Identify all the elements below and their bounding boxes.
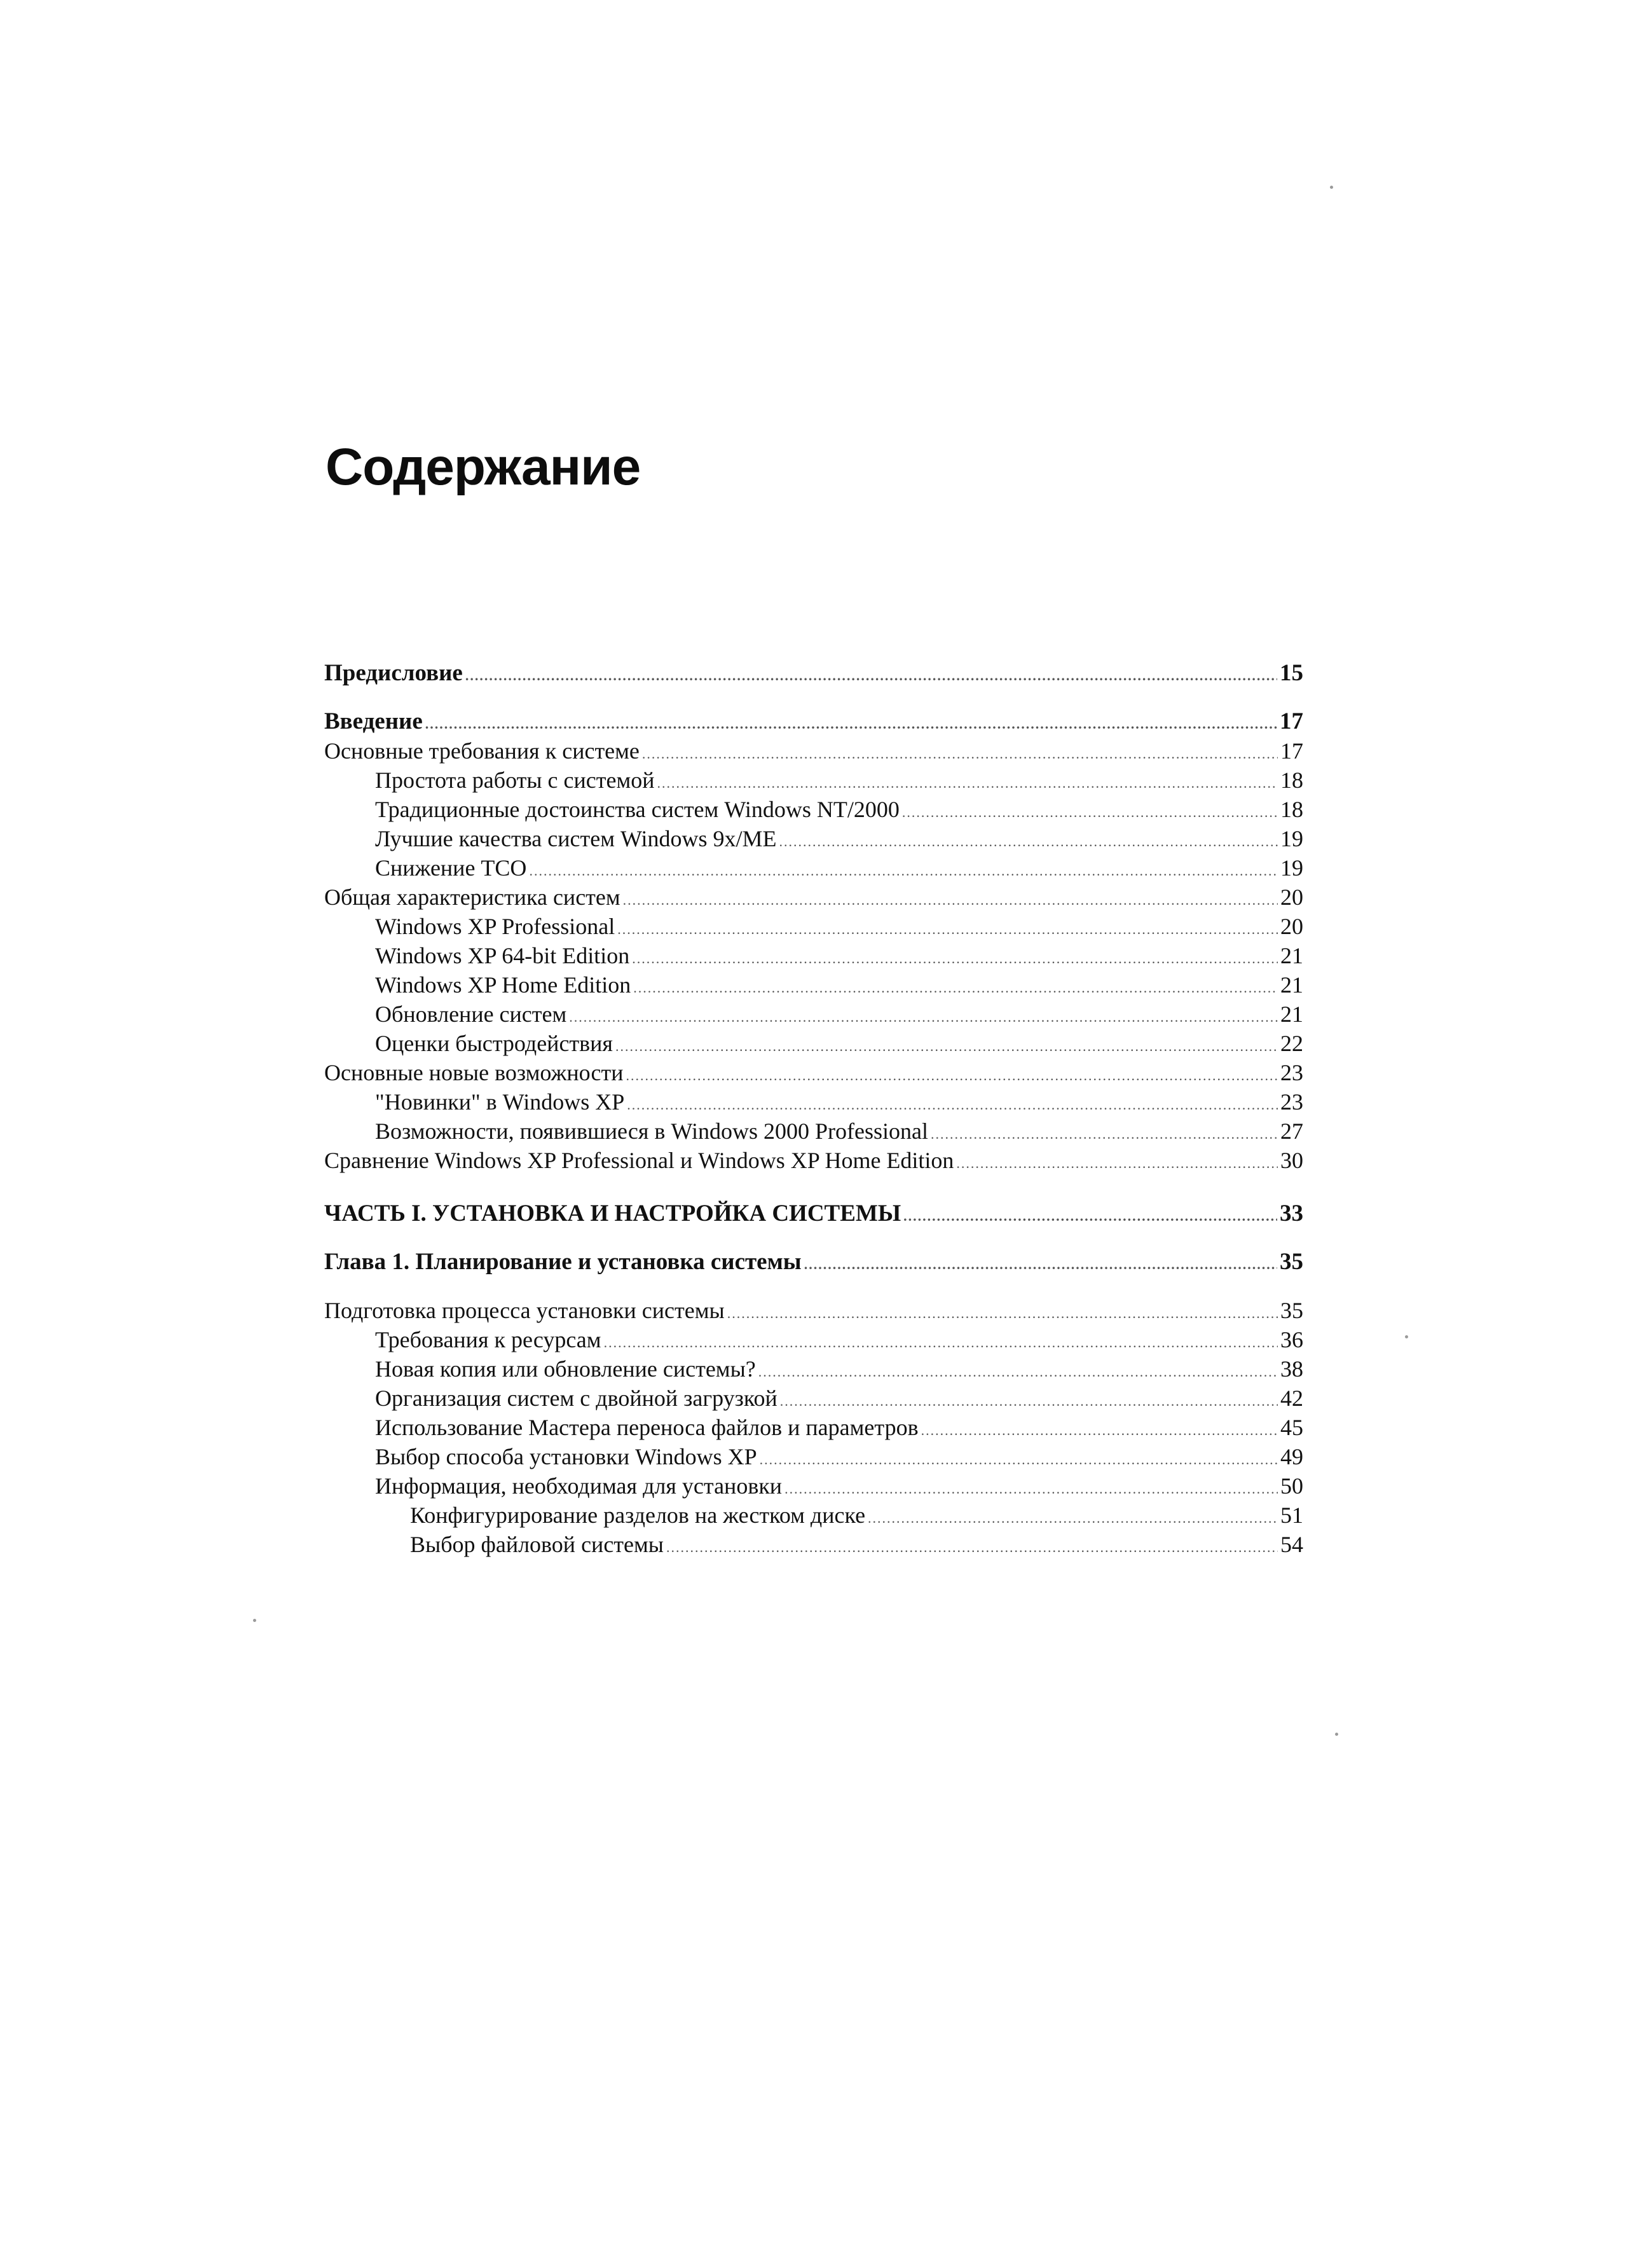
- toc-entry-page: 35: [1280, 1298, 1303, 1323]
- toc-entry-page: 15: [1280, 660, 1303, 686]
- leader-dots: [642, 739, 1278, 769]
- leader-dots: [666, 1533, 1278, 1562]
- leader-dots: [956, 1149, 1278, 1178]
- toc-entry-page: 42: [1280, 1385, 1303, 1411]
- leader-dots: [632, 944, 1278, 973]
- toc-entry-page: 18: [1280, 797, 1303, 822]
- toc-entry-label: Windows XP Home Edition: [375, 972, 631, 998]
- toc-entry[interactable]: [324, 1000, 1303, 1029]
- toc-entry-label: Глава 1. Планирование и установка системы: [324, 1249, 802, 1275]
- leader-dots: [780, 1387, 1278, 1416]
- toc-entry-page: 33: [1280, 1200, 1303, 1227]
- toc-entry-label: Сравнение Windows XP Professional и Windows XP Home Edition: [324, 1148, 954, 1173]
- toc-entry[interactable]: [324, 1413, 1303, 1442]
- toc-entry-page: 38: [1280, 1356, 1303, 1382]
- toc-entry[interactable]: [324, 970, 1303, 1000]
- toc-entry[interactable]: [324, 1117, 1303, 1146]
- leader-dots: [425, 710, 1277, 739]
- scan-speck: [1330, 186, 1333, 189]
- toc-entry[interactable]: [324, 1029, 1303, 1058]
- leader-dots: [903, 1202, 1277, 1231]
- toc-entry-page: 21: [1280, 943, 1303, 968]
- toc-entry[interactable]: [324, 1471, 1303, 1501]
- toc-entry[interactable]: [324, 736, 1303, 766]
- toc-entry-label: Простота работы с системой: [375, 767, 655, 793]
- leader-dots: [627, 1090, 1278, 1120]
- toc-entry-label: Введение: [324, 708, 423, 734]
- toc-entry[interactable]: [324, 1146, 1303, 1175]
- toc-entry-label: Конфигурирование разделов на жестком диске: [410, 1502, 866, 1528]
- toc-entry-label: Обновление систем: [375, 1001, 567, 1027]
- toc-entry-page: 35: [1280, 1249, 1303, 1275]
- toc-entry-label: "Новинки" в Windows XP: [375, 1089, 625, 1115]
- leader-dots: [902, 798, 1278, 827]
- toc-entry-label: Возможности, появившиеся в Windows 2000 Professional: [375, 1118, 928, 1144]
- toc-entry-label: Выбор способа установки Windows XP: [375, 1444, 757, 1469]
- leader-dots: [931, 1120, 1278, 1149]
- toc-entry[interactable]: [324, 1058, 1303, 1087]
- toc-entry-page: 45: [1280, 1415, 1303, 1440]
- leader-dots: [617, 915, 1278, 944]
- leader-dots: [921, 1416, 1278, 1445]
- toc-entry-page: 20: [1280, 884, 1303, 910]
- table-of-contents: [324, 659, 1303, 1559]
- toc-entry-page: 49: [1280, 1444, 1303, 1469]
- leader-dots: [758, 1357, 1278, 1387]
- page-title: Содержание: [325, 438, 641, 496]
- toc-entry[interactable]: [324, 853, 1303, 883]
- leader-dots: [784, 1474, 1278, 1504]
- toc-entry-page: 22: [1280, 1031, 1303, 1056]
- toc-entry-label: Основные новые возможности: [324, 1060, 624, 1085]
- toc-entry[interactable]: [324, 1501, 1303, 1530]
- leader-dots: [465, 661, 1277, 691]
- toc-entry-page: 17: [1280, 738, 1303, 764]
- toc-entry-page: 23: [1280, 1060, 1303, 1085]
- toc-entry-page: 51: [1280, 1502, 1303, 1528]
- toc-entry-label: Новая копия или обновление системы?: [375, 1356, 756, 1382]
- leader-dots: [868, 1504, 1278, 1533]
- toc-entry[interactable]: [324, 766, 1303, 795]
- toc-entry-preface[interactable]: [324, 659, 1303, 688]
- toc-entry-page: 36: [1280, 1327, 1303, 1352]
- toc-entry[interactable]: [324, 1325, 1303, 1354]
- leader-dots: [727, 1299, 1278, 1328]
- toc-entry-label: Предисловие: [324, 660, 463, 686]
- toc-entry-page: 54: [1280, 1532, 1303, 1557]
- toc-entry-page: 21: [1280, 1001, 1303, 1027]
- toc-entry[interactable]: [324, 1296, 1303, 1325]
- toc-entry-label: Общая характеристика систем: [324, 884, 620, 910]
- toc-entry-label: Основные требования к системе: [324, 738, 640, 764]
- toc-entry-chapter-1[interactable]: [324, 1247, 1303, 1277]
- toc-entry-label: Снижение TCO: [375, 855, 527, 881]
- leader-dots: [623, 886, 1278, 915]
- toc-entry[interactable]: [324, 824, 1303, 853]
- leader-dots: [569, 1003, 1278, 1032]
- scan-speck: [1405, 1335, 1408, 1338]
- toc-entry-page: 19: [1280, 826, 1303, 851]
- toc-entry-label: Информация, необходимая для установки: [375, 1473, 783, 1499]
- toc-entry-label: Использование Мастера переноса файлов и параметров: [375, 1415, 919, 1440]
- toc-entry[interactable]: [324, 1354, 1303, 1384]
- toc-entry-page: 17: [1280, 708, 1303, 734]
- leader-dots: [604, 1328, 1278, 1357]
- toc-entry-page: 18: [1280, 767, 1303, 793]
- toc-entry[interactable]: [324, 883, 1303, 912]
- leader-dots: [633, 973, 1278, 1003]
- toc-entry-label: Выбор файловой системы: [410, 1532, 664, 1557]
- toc-entry-label: Windows XP Professional: [375, 914, 615, 939]
- toc-entry-label: Оценки быстродействия: [375, 1031, 613, 1056]
- toc-entry-page: 30: [1280, 1148, 1303, 1173]
- toc-entry-page: 20: [1280, 914, 1303, 939]
- toc-entry-part-1[interactable]: [324, 1199, 1303, 1228]
- toc-entry-label: Лучшие качества систем Windows 9x/ME: [375, 826, 777, 851]
- toc-entry-page: 23: [1280, 1089, 1303, 1115]
- leader-dots: [657, 769, 1278, 798]
- leader-dots: [626, 1061, 1278, 1090]
- toc-entry-label: Традиционные достоинства систем Windows NT/2000: [375, 797, 900, 822]
- toc-entry-label: Подготовка процесса установки системы: [324, 1298, 725, 1323]
- leader-dots: [804, 1250, 1277, 1279]
- toc-entry-introduction[interactable]: [324, 707, 1303, 736]
- toc-entry[interactable]: [324, 795, 1303, 824]
- scan-speck: [253, 1619, 256, 1622]
- leader-dots: [760, 1445, 1278, 1474]
- toc-entry-label: Windows XP 64-bit Edition: [375, 943, 630, 968]
- toc-entry[interactable]: [324, 912, 1303, 941]
- toc-entry-label: ЧАСТЬ I. УСТАНОВКА И НАСТРОЙКА СИСТЕМЫ: [324, 1200, 901, 1227]
- scan-speck: [1335, 1733, 1338, 1736]
- toc-entry-page: 27: [1280, 1118, 1303, 1144]
- toc-entry-page: 50: [1280, 1473, 1303, 1499]
- toc-entry-label: Требования к ресурсам: [375, 1327, 601, 1352]
- toc-entry-page: 21: [1280, 972, 1303, 998]
- toc-entry[interactable]: [324, 1087, 1303, 1117]
- toc-entry-label: Организация систем с двойной загрузкой: [375, 1385, 777, 1411]
- toc-entry[interactable]: [324, 1530, 1303, 1559]
- leader-dots: [529, 856, 1278, 886]
- toc-entry[interactable]: [324, 1384, 1303, 1413]
- leader-dots: [615, 1032, 1278, 1061]
- leader-dots: [779, 827, 1278, 856]
- toc-entry-page: 19: [1280, 855, 1303, 881]
- toc-entry[interactable]: [324, 941, 1303, 970]
- toc-entry[interactable]: [324, 1442, 1303, 1471]
